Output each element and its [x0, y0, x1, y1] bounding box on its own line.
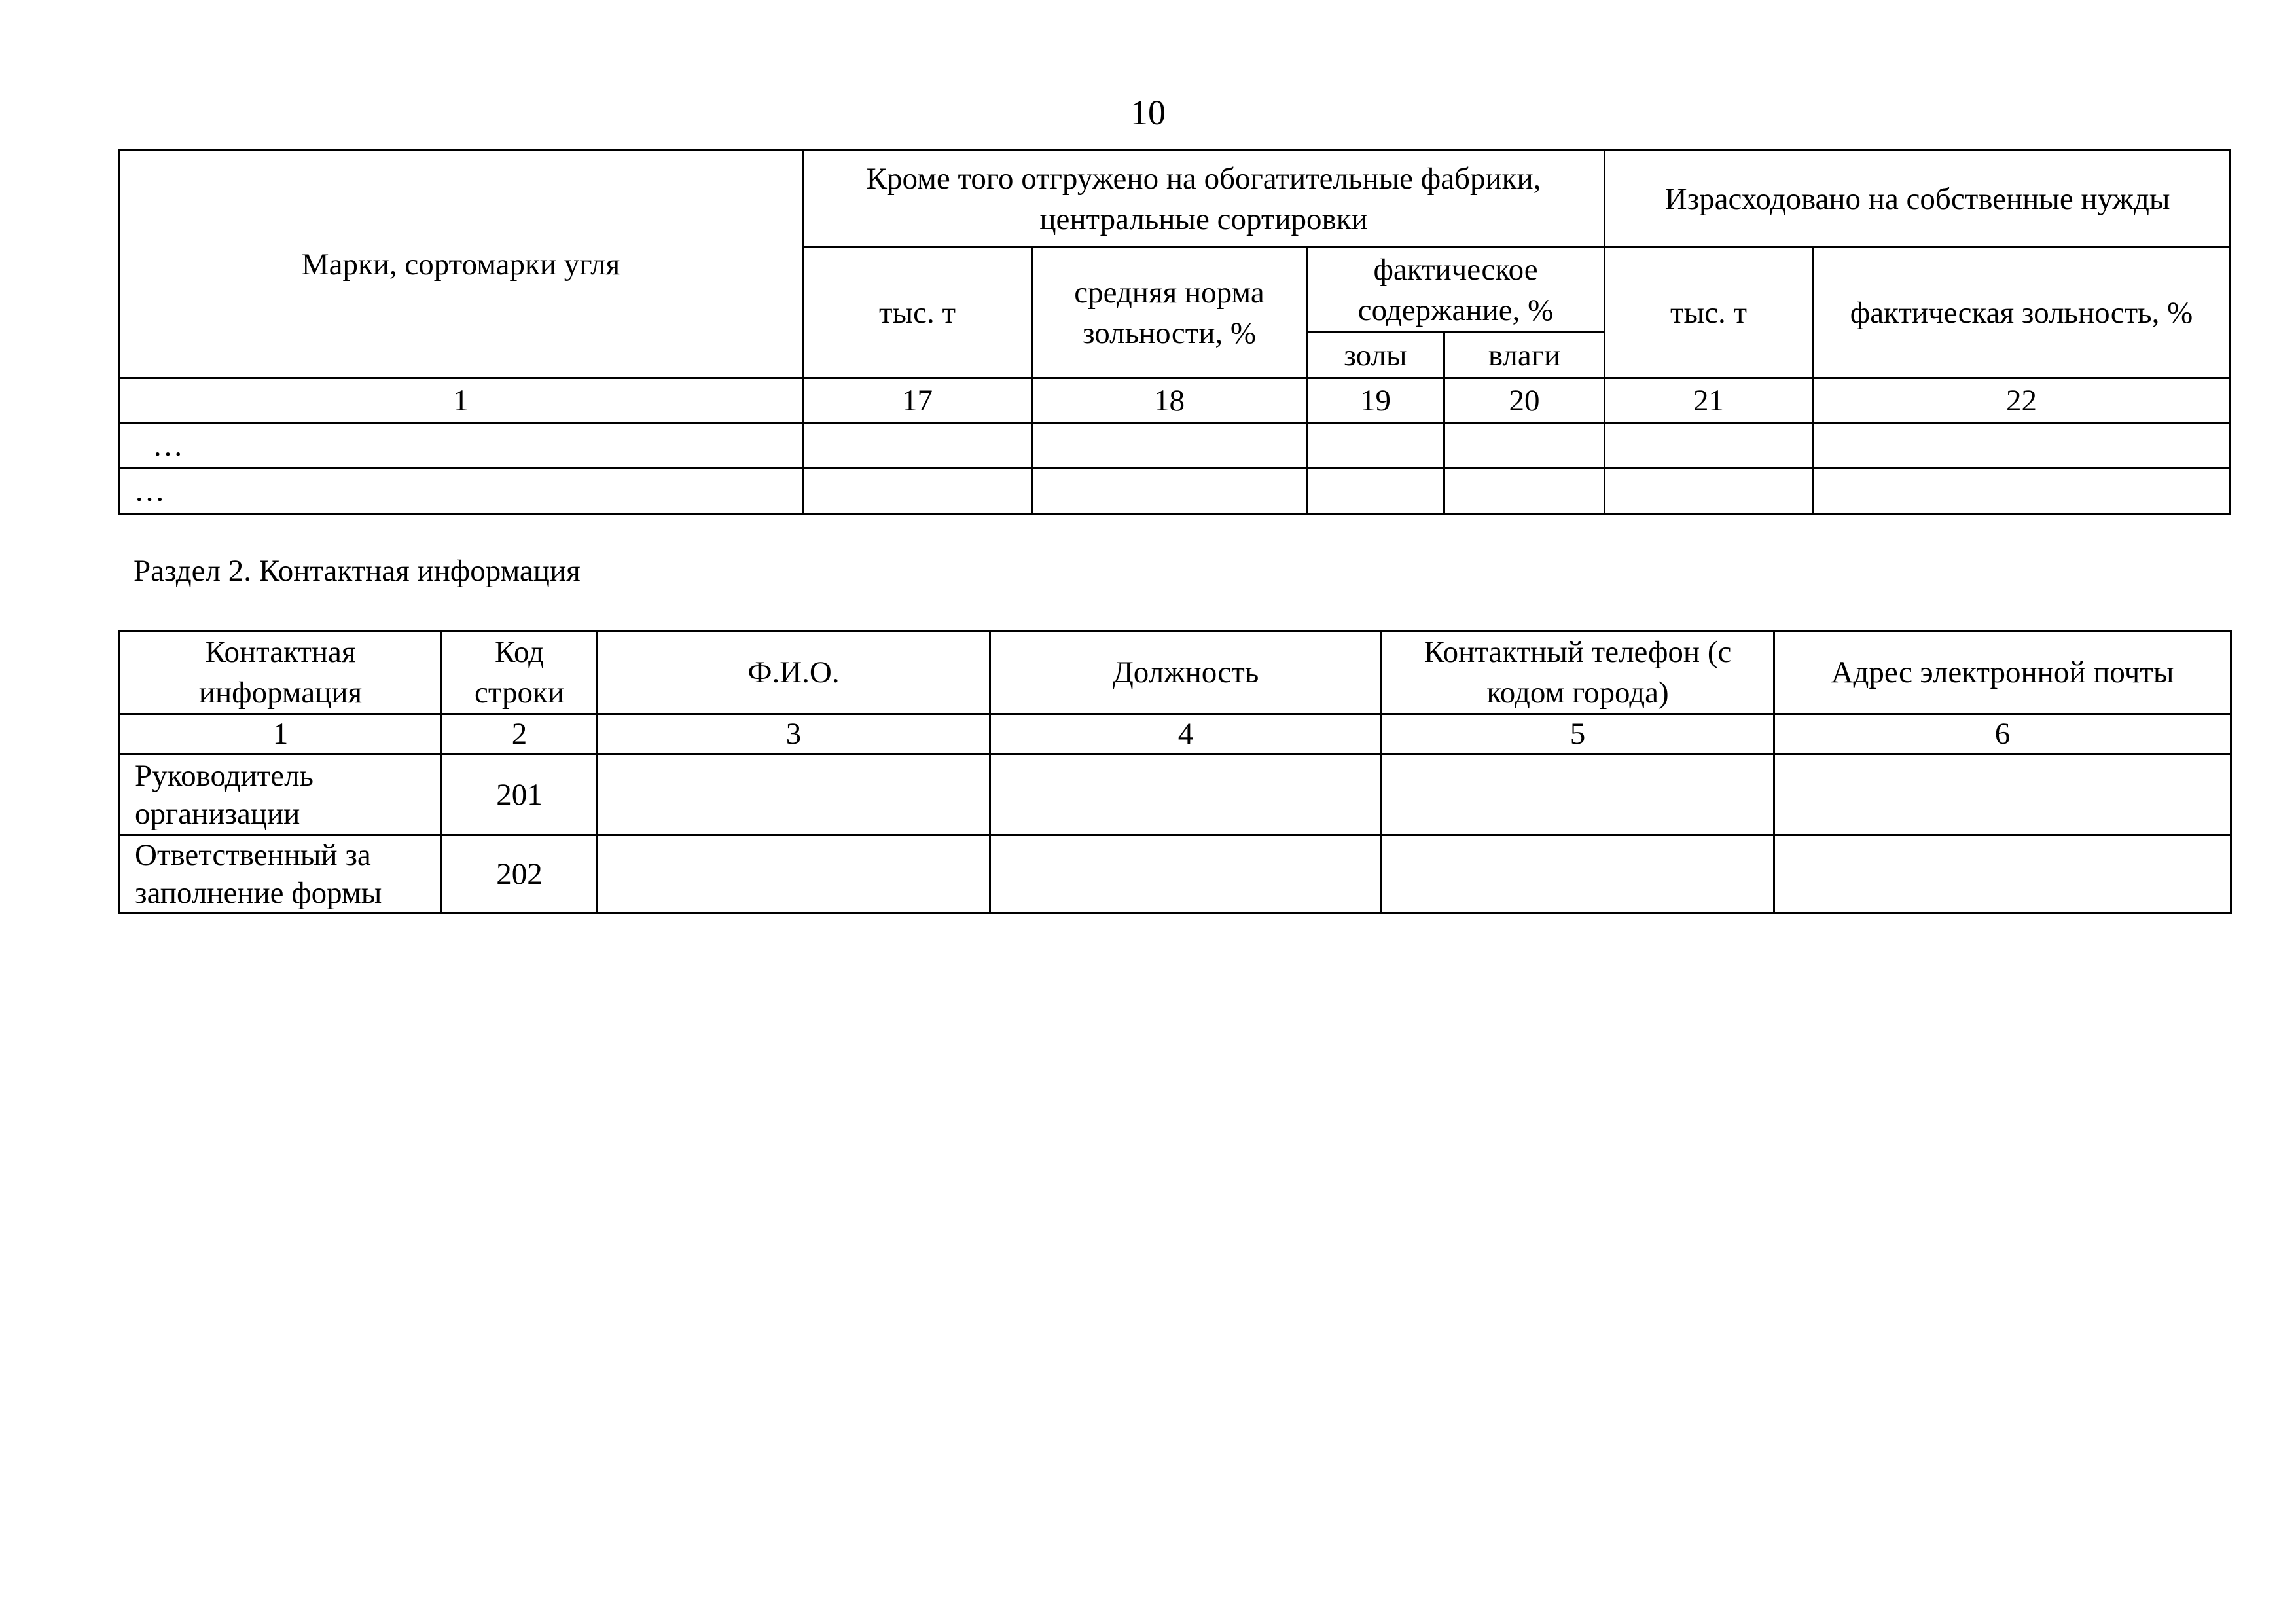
header-coal-marks: Марки, сортомарки угля — [119, 151, 803, 378]
table-row — [120, 835, 2231, 913]
row-label: Ответственный за заполнение формы — [120, 835, 442, 913]
header-ash: золы — [1307, 333, 1444, 378]
col-number: 3 — [598, 714, 990, 754]
header-position: Должность — [990, 631, 1382, 714]
header-email: Адрес электронной почты — [1774, 631, 2231, 714]
data-cell[interactable] — [1813, 424, 2231, 469]
contact-info-table — [118, 630, 2232, 914]
row-label: Руководитель организации — [120, 754, 442, 835]
col-number: 1 — [119, 378, 803, 424]
col-number: 6 — [1774, 714, 2231, 754]
row-code: 201 — [442, 754, 598, 835]
header-shipped-group: Кроме того отгружено на обогатительные фабрики, центральные сортировки — [803, 151, 1605, 247]
data-cell[interactable] — [1605, 424, 1813, 469]
data-cell[interactable] — [1307, 424, 1444, 469]
numbering-row — [119, 378, 2231, 424]
header-contact-info: Контактная информация — [120, 631, 442, 714]
data-cell[interactable] — [1605, 469, 1813, 514]
header-shipped-thousand-t: тыс. т — [803, 247, 1032, 378]
header-line-code: Код строки — [442, 631, 598, 714]
data-cell[interactable] — [1307, 469, 1444, 514]
email-cell[interactable] — [1774, 835, 2231, 913]
col-number: 2 — [442, 714, 598, 754]
col-number: 1 — [120, 714, 442, 754]
col-number: 17 — [803, 378, 1032, 424]
page-number: 10 — [1130, 93, 1166, 132]
col-number: 4 — [990, 714, 1382, 754]
header-own-thousand-t: тыс. т — [1605, 247, 1813, 378]
header-own-needs-group: Израсходовано на собственные нужды — [1605, 151, 2231, 247]
row-label: … — [119, 424, 803, 469]
header-avg-ash-norm: средняя норма зольности, % — [1032, 247, 1307, 378]
position-cell[interactable] — [990, 835, 1382, 913]
table-row — [119, 424, 2231, 469]
coal-shipment-table — [118, 149, 2231, 515]
email-cell[interactable] — [1774, 754, 2231, 835]
col-number: 18 — [1032, 378, 1307, 424]
section-2-title: Раздел 2. Контактная информация — [134, 554, 581, 588]
data-cell[interactable] — [803, 424, 1032, 469]
table-row — [120, 754, 2231, 835]
col-number: 21 — [1605, 378, 1813, 424]
phone-cell[interactable] — [1382, 835, 1774, 913]
col-number: 19 — [1307, 378, 1444, 424]
data-cell[interactable] — [1444, 469, 1605, 514]
header-full-name: Ф.И.О. — [598, 631, 990, 714]
header-actual-ash: фактическая зольность, % — [1813, 247, 2231, 378]
data-cell[interactable] — [1444, 424, 1605, 469]
col-number: 22 — [1813, 378, 2231, 424]
data-cell[interactable] — [1032, 469, 1307, 514]
data-cell[interactable] — [803, 469, 1032, 514]
col-number: 20 — [1444, 378, 1605, 424]
numbering-row — [120, 714, 2231, 754]
position-cell[interactable] — [990, 754, 1382, 835]
header-moisture: влаги — [1444, 333, 1605, 378]
full-name-cell[interactable] — [598, 835, 990, 913]
row-code: 202 — [442, 835, 598, 913]
table-row — [119, 469, 2231, 514]
header-phone: Контактный телефон (с кодом города) — [1382, 631, 1774, 714]
full-name-cell[interactable] — [598, 754, 990, 835]
data-cell[interactable] — [1032, 424, 1307, 469]
header-actual-content: фактическое содержание, % — [1307, 247, 1605, 333]
row-label: … — [119, 469, 803, 514]
phone-cell[interactable] — [1382, 754, 1774, 835]
data-cell[interactable] — [1813, 469, 2231, 514]
col-number: 5 — [1382, 714, 1774, 754]
